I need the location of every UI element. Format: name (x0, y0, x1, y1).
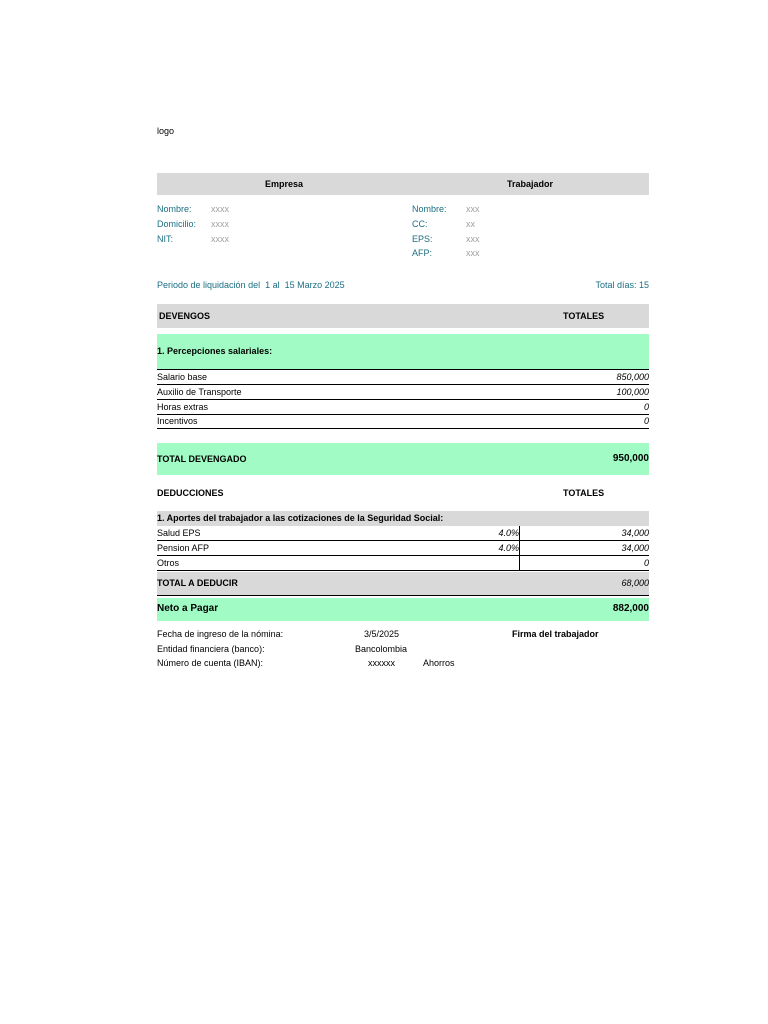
empresa-nit-label: NIT: (157, 234, 174, 244)
logo-placeholder: logo (157, 126, 175, 136)
neto-band (157, 598, 649, 621)
banco-value: Bancolombia (355, 644, 408, 654)
devengos-header (157, 304, 649, 328)
table-row (157, 414, 649, 429)
row-value: 34,000 (621, 528, 649, 538)
row-label: Incentivos (157, 416, 198, 426)
row-value: 100,000 (616, 387, 649, 397)
trabajador-eps-value: xxx (466, 234, 480, 244)
total-deducir-label: TOTAL A DEDUCIR (157, 578, 238, 588)
trabajador-title: Trabajador (506, 179, 553, 189)
percepciones-section (157, 334, 649, 369)
row-value: 850,000 (616, 372, 649, 382)
trabajador-afp-value: xxx (466, 248, 480, 258)
cuenta-tipo: Ahorros (423, 658, 455, 668)
percepciones-title: 1. Percepciones salariales: (157, 346, 273, 356)
empresa-domicilio-value: xxxx (211, 219, 229, 229)
trabajador-afp-label: AFP: (412, 248, 433, 258)
neto-value: 882,000 (612, 603, 649, 614)
table-row (157, 385, 649, 400)
row-value: 0 (643, 558, 649, 568)
row-label: Otros (157, 558, 180, 568)
total-deducir-band (157, 572, 649, 596)
total-deducir-value: 68,000 (621, 578, 649, 588)
devengos-totales: TOTALES (563, 311, 605, 321)
row-label: Salario base (157, 372, 208, 382)
parties-header (157, 173, 649, 195)
periodo-text: Periodo de liquidación del 1 al 15 Marzo 2025 (157, 280, 345, 290)
row-label: Salud EPS (157, 528, 201, 538)
banco-label: Entidad financiera (banco): (157, 644, 265, 654)
devengos-title: DEVENGOS (159, 311, 211, 321)
column-divider (519, 526, 520, 571)
trabajador-nombre-value: xxx (466, 204, 480, 214)
row-value: 0 (643, 402, 649, 412)
firma-label: Firma del trabajador (512, 629, 599, 639)
table-row (157, 556, 649, 571)
trabajador-nombre-label: Nombre: (412, 204, 447, 214)
row-value: 34,000 (621, 543, 649, 553)
table-row (157, 370, 649, 385)
table-row (157, 541, 649, 556)
aportes-section (157, 511, 649, 526)
trabajador-eps-label: EPS: (412, 234, 433, 244)
trabajador-cc-label: CC: (412, 219, 428, 229)
empresa-nombre-label: Nombre: (157, 204, 192, 214)
total-devengado-label: TOTAL DEVENGADO (157, 454, 247, 464)
deducciones-totales: TOTALES (563, 488, 605, 498)
row-percent: 4.0% (498, 543, 519, 553)
total-devengado-band (157, 443, 649, 475)
table-row (157, 400, 649, 415)
empresa-nit-value: xxxx (211, 234, 229, 244)
aportes-title: 1. Aportes del trabajador a las cotizaciones de la Seguridad Social: (157, 513, 444, 523)
row-value: 0 (643, 416, 649, 426)
total-devengado-value: 950,000 (612, 453, 649, 464)
fecha-value: 3/5/2025 (364, 629, 400, 639)
deducciones-title: DEDUCCIONES (157, 488, 224, 498)
cuenta-label: Número de cuenta (IBAN): (157, 658, 264, 668)
empresa-title: Empresa (264, 179, 304, 189)
empresa-domicilio-label: Domicilio: (157, 219, 197, 229)
neto-label: Neto a Pagar (157, 603, 219, 614)
row-label: Auxilio de Transporte (157, 387, 242, 397)
trabajador-cc-value: xx (466, 219, 475, 229)
row-percent: 4.0% (498, 528, 519, 538)
fecha-label: Fecha de ingreso de la nómina: (157, 629, 284, 639)
cuenta-value: xxxxxx (368, 658, 395, 668)
total-dias: Total días: 15 (595, 280, 649, 290)
empresa-nombre-value: xxxx (211, 204, 229, 214)
table-row (157, 526, 649, 541)
row-label: Pension AFP (157, 543, 210, 553)
row-label: Horas extras (157, 402, 209, 412)
